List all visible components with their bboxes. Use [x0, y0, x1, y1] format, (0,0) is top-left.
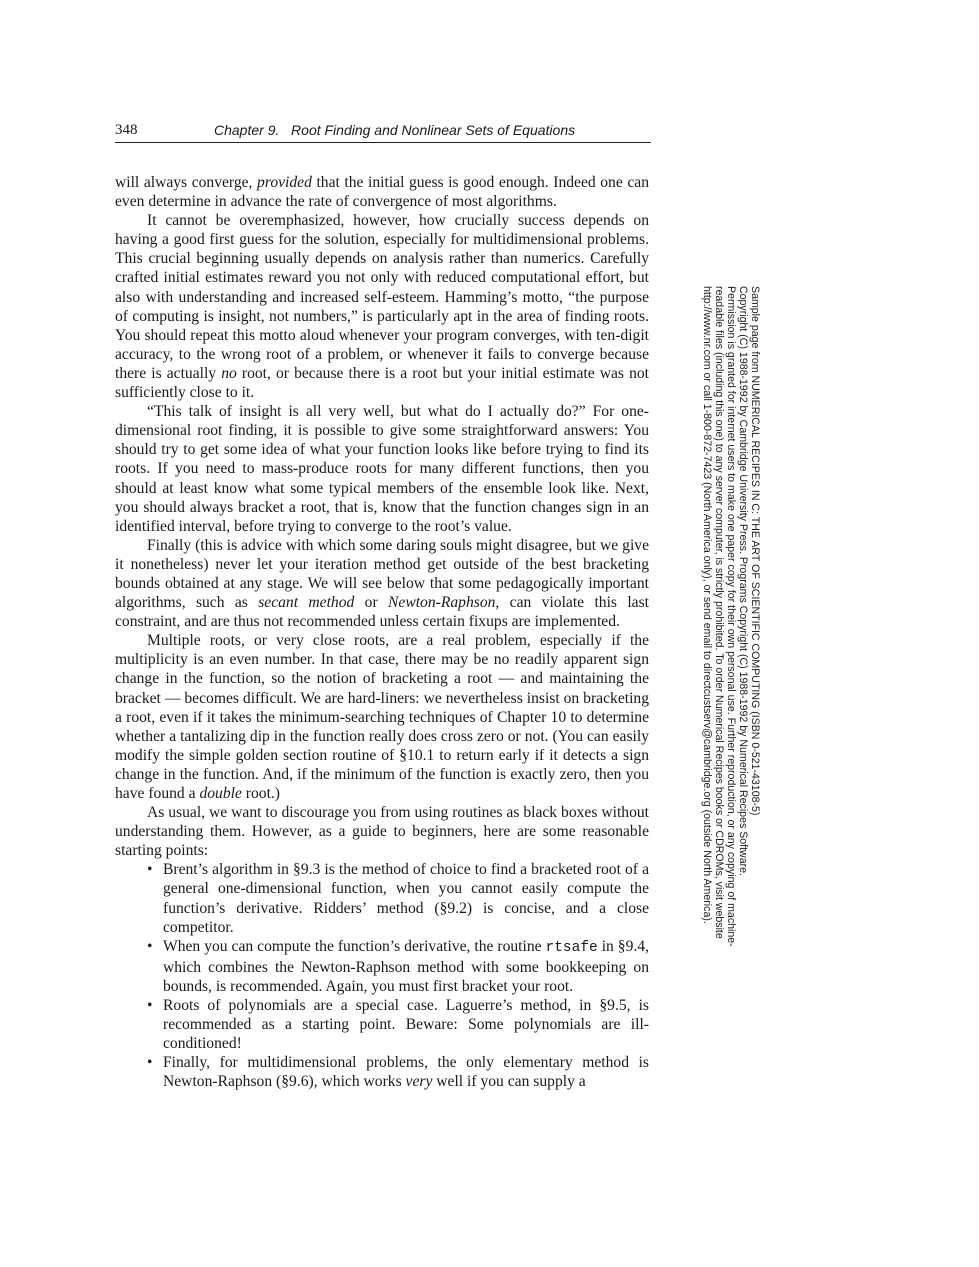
recommendation-list [115, 860, 649, 1091]
emphasis-provided: provided [257, 174, 312, 191]
emphasis-double: double [199, 785, 242, 802]
list-item: • Finally, for multidimensional problems, the only elementary method is Newton-Raphson (§9.6), which works very well if you can supply a [163, 1053, 649, 1091]
list-item: • Roots of polynomials are a special case. Laguerre’s method, in §9.5, is recommended as a starting point. Beware: Some polynomials are ill-conditioned! [163, 996, 649, 1053]
page-number: 348 [115, 122, 138, 138]
paragraph-5: Multiple roots, or very close roots, are a real problem, especially if the multiplicity is an even number. In that case, there may be no readily apparent sign change in the function, so the notion of bracketing a root — and maintaining the bracket — becomes difficult. We are hard-liners: we nevertheless insist on bracketing a root, even if it takes the minimum-searching techniques of Chapter 10 to determine whether a tantalizing dip in the function really does cross zero or not. (You can easily modify the simple golden section routine of §10.1 to return early if it detects a sign change in the function. And, if the minimum of the function is exactly zero, then you have found a double root.) [115, 632, 649, 802]
body-text [115, 173, 649, 1092]
paragraph-2: It cannot be overemphasized, however, how crucially success depends on having a good first guess for the solution, especially for multidimensional problems. This crucial beginning usually depends on analysis rather than numerics. Carefully crafted initial estimates reward you not only with reduced computational effort, but also with understanding and increased self-esteem. Hamming’s motto, “the purpose of computing is insight, not numbers,” is particularly apt in the area of finding roots. You should repeat this motto aloud whenever your program converges, with ten-digit accuracy, to the wrong root of a problem, or whenever it fails to converge because there is actually no root, or because there is a root but your initial estimate was not sufficiently close to it. [115, 212, 649, 402]
sidebar-line-3: Permission is granted for internet users to make one paper copy for their own personal use. Further reproduction, or any copying of machine- [725, 286, 737, 947]
list-item: • Brent’s algorithm in §9.3 is the method of choice to find a bracketed root of a general one-dimensional function, when you cannot easily compute the function’s derivative. Ridders’ method (§9.2) is concise, and a close competitor. [163, 860, 649, 936]
emphasis-no: no [221, 364, 237, 382]
copyright-sidebar [701, 286, 761, 986]
paragraph-4: Finally (this is advice with which some daring souls might disagree, but we give it nonetheless) never let your iteration method get outside of the best bracketing bounds obtained at any stage. We will see below that some pedagogically important algorithms, such as secant method or Newton-Raphson, can violate this last constraint, and are thus not recommended unless certain fixups are implemented. [115, 536, 649, 631]
sidebar-line-1: Sample page from NUMERICAL RECIPES IN C: THE ART OF SCIENTIFIC COMPUTING (ISBN 0-521-43108-5) [749, 286, 761, 816]
code-rtsafe: rtsafe [545, 939, 598, 956]
emphasis-very: very [405, 1073, 433, 1091]
sidebar-line-5: http://www.nr.com or call 1-800-872-7423 (North America only), or send email to directcustserv@cambridge.org (outside North America). [701, 286, 713, 924]
paragraph-1: will always converge, provided that the initial guess is good enough. Indeed one can even determine in advance the rate of convergence of most algorithms. [115, 174, 649, 211]
sidebar-line-4: readable files (including this one) to any server computer, is strictly prohibited. To order Numerical Recipes books or CDROMs, visit website [713, 286, 725, 939]
list-item: • When you can compute the function’s derivative, the routine rtsafe in §9.4, which combines the Newton-Raphson method with some bookkeeping on bounds, is recommended. Again, you must first bracket your root. [163, 937, 649, 996]
emphasis-newton: Newton-Raphson [388, 594, 496, 612]
emphasis-secant: secant method [258, 594, 355, 612]
paragraph-3: “This talk of insight is all very well, but what do I actually do?” For one-dimensional root finding, it is possible to give some straightforward answers: You should try to get some idea of what your function looks like before trying to find its roots. If you need to mass-produce roots for many different functions, then you should at least know what some typical members of the ensemble look like. Next, you should always bracket a root, that is, know that the function changes sign in an identified interval, before trying to converge to the root’s value. [115, 403, 649, 535]
chapter-title: Chapter 9. Root Finding and Nonlinear Sets of Equations [214, 122, 576, 138]
sidebar-line-2: Copyright (C) 1988-1992 by Cambridge University Press. Programs Copyright (C) 1988-1992 by Numerical Recipes Software. [737, 286, 749, 876]
page-header [115, 121, 651, 143]
paragraph-6: As usual, we want to discourage you from using routines as black boxes without understanding them. However, as a guide to beginners, here are some reasonable starting points: [115, 804, 649, 860]
